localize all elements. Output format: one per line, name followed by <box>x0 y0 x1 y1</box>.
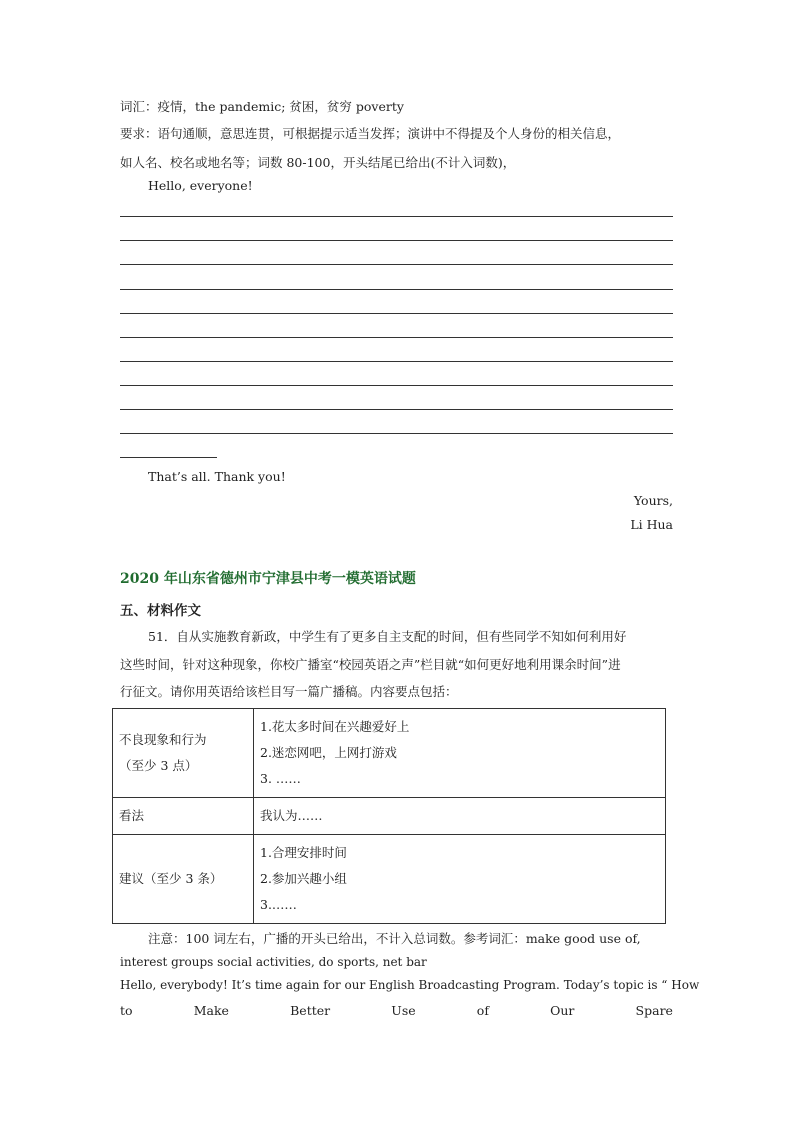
writing-line <box>120 433 673 434</box>
row-label-line: 建议（至少 3 条） <box>119 871 223 886</box>
notes-line-2: interest groups social activities, do sports, net bar <box>120 955 427 969</box>
essay-opening-line-2 <box>120 1003 673 1018</box>
row-content <box>254 798 666 835</box>
word: of <box>476 1003 489 1018</box>
table-row <box>113 798 666 835</box>
row-content-line: 3.…… <box>260 897 297 912</box>
row-content-line: 我认为…… <box>260 808 323 823</box>
row-content <box>254 709 666 798</box>
word: Make <box>193 1003 229 1018</box>
writing-line <box>120 264 673 265</box>
writing-line <box>120 337 673 338</box>
table-row <box>113 709 666 798</box>
row-label <box>113 798 254 835</box>
writing-line <box>120 240 673 241</box>
word: Use <box>391 1003 416 1018</box>
row-label-line: （至少 3 点） <box>119 758 198 773</box>
writing-line <box>120 289 673 290</box>
prompt-line-1: 51．自从实施教育新政，中学生有了更多自主支配的时间，但有些同学不知如何利用好 <box>148 629 627 644</box>
closing: That’s all. Thank you! <box>148 469 286 484</box>
row-label-line: 看法 <box>119 808 145 823</box>
notes-line-1: 注意：100 词左右，广播的开头已给出，不计入总词数。参考词汇：make good use of, <box>148 931 641 946</box>
writing-line <box>120 385 673 386</box>
word: Our <box>550 1003 575 1018</box>
signature: Li Hua <box>630 517 673 532</box>
writing-line <box>120 409 673 410</box>
row-content-line: 2.迷恋网吧，上网打游戏 <box>260 745 397 760</box>
row-label <box>113 835 254 924</box>
section-heading: 五、材料作文 <box>120 603 201 619</box>
exam-title: 2020 年山东省德州市宁津县中考一模英语试题 <box>120 571 416 587</box>
greeting: Hello, everyone! <box>148 178 253 193</box>
prompt-line-3: 行征文。请你用英语给该栏目写一篇广播稿。内容要点包括： <box>120 684 458 699</box>
content-points-table <box>112 708 666 924</box>
row-content-line: 1.合理安排时间 <box>260 845 347 860</box>
vocab-line: 词汇：疫情，the pandemic; 贫困，贫穷 poverty <box>120 99 404 114</box>
row-content-line: 2.参加兴趣小组 <box>260 871 347 886</box>
row-content <box>254 835 666 924</box>
row-label <box>113 709 254 798</box>
word: Spare <box>635 1003 673 1018</box>
essay-opening-line: Hello, everybody! It’s time again for our English Broadcasting Program. Today’s topic is “ How <box>120 978 700 992</box>
writing-line <box>120 313 673 314</box>
table-row <box>113 835 666 924</box>
requirement-line-1: 要求：语句通顺，意思连贯，可根据提示适当发挥；演讲中不得提及个人身份的相关信息， <box>120 126 621 141</box>
writing-line-short <box>120 457 217 458</box>
requirement-line-2: 如人名、校名或地名等；词数 80-100，开头结尾已给出(不计入词数)， <box>120 155 516 170</box>
row-label-line: 不良现象和行为 <box>119 732 207 747</box>
writing-line <box>120 216 673 217</box>
word: Better <box>290 1003 331 1018</box>
prompt-line-2: 这些时间，针对这种现象，你校广播室“校园英语之声”栏目就“如何更好地利用课余时间”进 <box>120 657 621 672</box>
writing-line <box>120 361 673 362</box>
row-content-line: 1.花太多时间在兴趣爱好上 <box>260 719 410 734</box>
yours: Yours, <box>633 493 673 508</box>
word: to <box>120 1003 133 1018</box>
row-content-line: 3. …… <box>260 771 301 786</box>
